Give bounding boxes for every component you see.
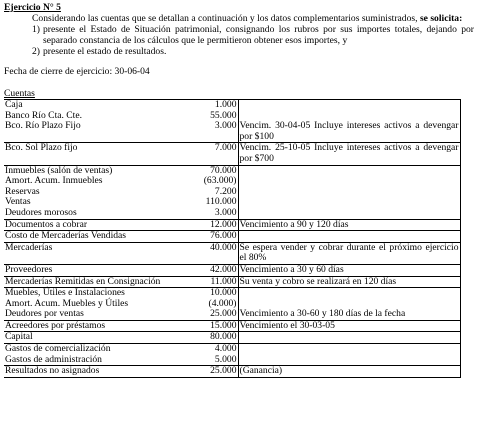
account-name: Bco. Sol Plazo fijo [4,143,185,165]
account-amount: 70.000 [185,165,238,176]
account-name: Deudores morosos [5,206,77,218]
account-name: Amort. Acum. Muebles y Útiles [5,297,129,309]
task-text: presente el Estado de Situación patrimonial, consignando los rubros por sus importes totales, dejando por separado constancia de los cálculos que le permitieron obtener esos importes, y [43,24,474,46]
account-name: Proveedores [4,264,185,276]
document-page [4,2,474,378]
account-note [238,176,460,187]
account-amount: 3.000 [214,120,237,132]
account-note: Vencim. 30-04-05 Incluye intereses activos a devengar por $100 [239,120,459,142]
account-amount: 11.000 [185,276,238,288]
table-row [4,231,460,243]
task-number: 1) [32,24,40,35]
account-note [238,165,460,176]
account-note: Vencimiento a 30 y 60 días [238,264,460,276]
account-amount: 7.200 [214,185,237,197]
account-amount: 1.000 [185,100,238,111]
account-note [238,344,460,355]
account-amount: 5.000 [214,353,237,365]
exercise-title: Ejercicio N° 5 [4,2,61,13]
account-amount: 15.000 [185,320,238,332]
account-amount: 42.000 [185,264,238,276]
account-name: Banco Río Cta. Cte. [5,109,83,121]
table-row [4,219,460,231]
table-row [4,264,460,276]
table-row [4,320,460,332]
account-note [238,288,460,299]
account-amount: 25.000 [185,366,238,378]
task-text: presente el estado de resultados. [43,46,167,57]
account-amount: (4.000) [208,297,237,309]
account-note [238,197,460,208]
intro-bold: se solicita [419,13,460,24]
account-name: Reservas [5,185,40,197]
account-amount: 40.000 [185,242,238,264]
table-row [4,121,460,143]
table-row [4,355,460,366]
account-name: Gastos de comercialización [4,344,185,355]
table-row [4,276,460,288]
account-amount: 12.000 [185,219,238,231]
account-name: Ventas [5,196,31,208]
account-amount: 7.000 [185,143,238,165]
account-note: Vencimiento el 30-03-05 [238,320,460,332]
account-amount: (63.000) [203,175,237,187]
table-row [4,366,460,378]
account-note [238,208,460,219]
account-note: Vencimiento a 30-60 y 180 días de la fecha [238,309,460,320]
table-row [4,100,460,111]
account-note [238,100,460,111]
account-name: Inmuebles (salón de ventas) [4,165,185,176]
intro-text: Considerando las cuentas que se detallan a continuación y los datos complementarios suministrados, [32,13,418,24]
account-name: Capital [4,332,185,344]
table-row [4,208,460,219]
task-number: 2) [32,46,40,57]
account-name: Bco. Río Plazo Fijo [5,120,81,132]
accounts-heading: Cuentas [4,88,35,99]
intro-colon: : [459,13,463,24]
account-note [238,231,460,243]
account-note: Vencim. 25-10-05 Incluye intereses activos a devengar por $700 [239,142,459,164]
account-name: Muebles, Útiles e Instalaciones [4,288,185,299]
account-name: Gastos de administración [5,353,102,365]
account-name: Caja [4,100,185,111]
account-name: Costo de Mercaderías Vendidas [4,231,185,243]
task-item [32,24,474,46]
account-name: Acreedores por préstamos [4,320,185,332]
table-row [4,242,460,264]
account-note: (Ganancia) [238,366,460,378]
account-amount: 76.000 [185,231,238,243]
table-row [4,344,460,355]
closing-date: Fecha de cierre de ejercicio: 30-06-04 [4,66,150,77]
task-item [32,46,474,57]
account-note [238,355,460,366]
account-name: Resultados no asignados [4,366,185,378]
account-amount: 25.000 [210,308,237,320]
account-name: Mercaderías [4,242,185,264]
intro-paragraph [4,13,474,24]
account-name: Amort. Acum. Inmuebles [5,175,103,187]
account-name: Documentos a cobrar [4,219,185,231]
account-amount: 110.000 [205,196,237,208]
account-note: Su venta y cobro se realizará en 120 días [238,276,460,288]
table-row [4,332,460,344]
account-amount: 55.000 [210,109,237,121]
table-row [4,143,460,165]
account-note: Vencimiento a 90 y 120 días [238,219,460,231]
account-amount: 3.000 [214,206,237,218]
account-amount: 4.000 [185,344,238,355]
task-list [4,24,474,57]
accounts-table [4,99,461,378]
account-amount: 80.000 [185,332,238,344]
account-note: Se espera vender y cobrar durante el próximo ejercicio el 80% [239,241,459,264]
account-note [238,332,460,344]
account-name: Mercaderías Remitidas en Consignación [4,276,185,288]
account-name: Deudores por ventas [5,308,84,320]
table-row [4,309,460,320]
account-note [238,187,460,198]
account-amount: 10.000 [185,288,238,299]
